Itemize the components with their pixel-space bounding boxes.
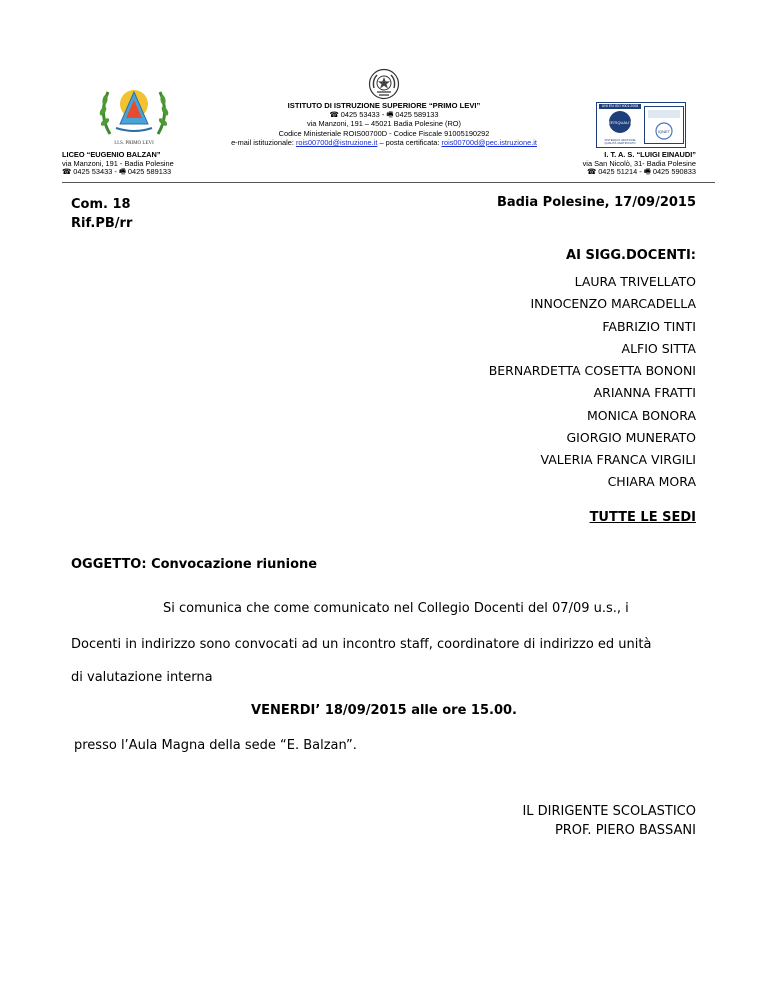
svg-text:CERTIQUALITY: CERTIQUALITY (605, 120, 635, 125)
right-school-name: I. T. A. S. “LUIGI EINAUDI” (604, 150, 696, 159)
recipient-item: ALFIO SITTA (621, 340, 696, 356)
pec-link[interactable]: rois00700d@pec.istruzione.it (441, 137, 537, 147)
recipient-item: VALERIA FRANCA VIRGILI (540, 452, 696, 467)
recipient-item: BERNARDETTA COSETTA BONONI (488, 363, 696, 378)
reference-code: Rif.PB/rr (71, 216, 133, 231)
letter-reference (71, 195, 132, 233)
cert-description: SISTEMA DI GESTIONE QUALITÀ CERTIFICATO (604, 138, 636, 146)
subject-line: OGGETTO: Convocazione riunione (71, 557, 318, 572)
right-school-info (583, 151, 696, 177)
iqnet-icon (645, 107, 683, 143)
recipient-item: ARIANNA FRATTI (593, 385, 696, 401)
certiquality-icon (599, 109, 641, 135)
body-text-line-2: Docenti in indirizzo sono convocati ad un incontro staff, coordinatore di indirizzo ed unità (71, 637, 652, 652)
all-sites-label: TUTTE LE SEDI (589, 510, 696, 525)
svg-text:IQNET: IQNET (657, 129, 671, 134)
meeting-place: presso l’Aula Magna della sede “E. Balzan”. (74, 738, 357, 753)
institute-address: via Manzoni, 191 – 45021 Badia Polesine (RO) (306, 119, 462, 129)
letter-date: Badia Polesine, 17/09/2015 (496, 195, 696, 210)
institute-contacts (190, 138, 578, 147)
body-text-line-1: Si comunica che come comunicato nel Collegio Docenti del 07/09 u.s., i (163, 601, 629, 616)
institute-header (190, 101, 578, 147)
header-divider (62, 182, 715, 183)
right-school-phones: ☎ 0425 51214 - 🖷 0425 590833 (586, 167, 696, 177)
email-link[interactable]: rois00700d@istruzione.it (295, 137, 378, 147)
signature-block (522, 802, 696, 840)
recipient-item: FABRIZIO TINTI (602, 318, 696, 334)
recipients-heading: AI SIGG.DOCENTI: (566, 248, 696, 263)
republic-emblem-icon (368, 68, 400, 100)
recipient-item: GIORGIO MUNERATO (566, 429, 696, 445)
pec-label: – posta certificata: (377, 137, 442, 147)
certification-badge (596, 102, 686, 148)
recipients-list (489, 271, 696, 494)
logo-caption: I.I.S. PRIMO LEVI (114, 141, 154, 146)
communication-number: Com. 18 (71, 197, 131, 212)
school-logo-icon (96, 78, 172, 148)
recipient-item: LAURA TRIVELLATO (574, 274, 696, 289)
email-label: e-mail istituzionale: (231, 137, 296, 147)
cert-standard: UNI EN ISO 9001:2008 (599, 104, 641, 109)
meeting-datetime: VENERDI’ 18/09/2015 alle ore 15.00. (251, 703, 517, 718)
institute-phones: ☎ 0425 53433 - 🖷 0425 589133 (329, 110, 439, 120)
left-school-info (62, 151, 174, 177)
signer-name: PROF. PIERO BASSANI (554, 823, 696, 838)
recipient-item: CHIARA MORA (607, 474, 696, 490)
body-text-line-3: di valutazione interna (71, 670, 213, 685)
institute-name: ISTITUTO DI ISTRUZIONE SUPERIORE “PRIMO LEVI” (287, 101, 481, 110)
left-school-name: LICEO “EUGENIO BALZAN” (62, 150, 161, 159)
right-school-address: via San Nicolò, 31- Badia Polesine (582, 158, 696, 168)
left-school-phones: ☎ 0425 53433 - 🖷 0425 589133 (62, 167, 172, 177)
signer-title: IL DIRIGENTE SCOLASTICO (522, 804, 696, 819)
recipient-item: MONICA BONORA (586, 407, 696, 423)
left-school-address: via Manzoni, 191 - Badia Polesine (62, 158, 174, 168)
institute-codes: Codice Ministeriale ROIS00700D - Codice Fiscale 91005190292 (278, 128, 490, 138)
recipient-item: INNOCENZO MARCADELLA (530, 296, 696, 312)
